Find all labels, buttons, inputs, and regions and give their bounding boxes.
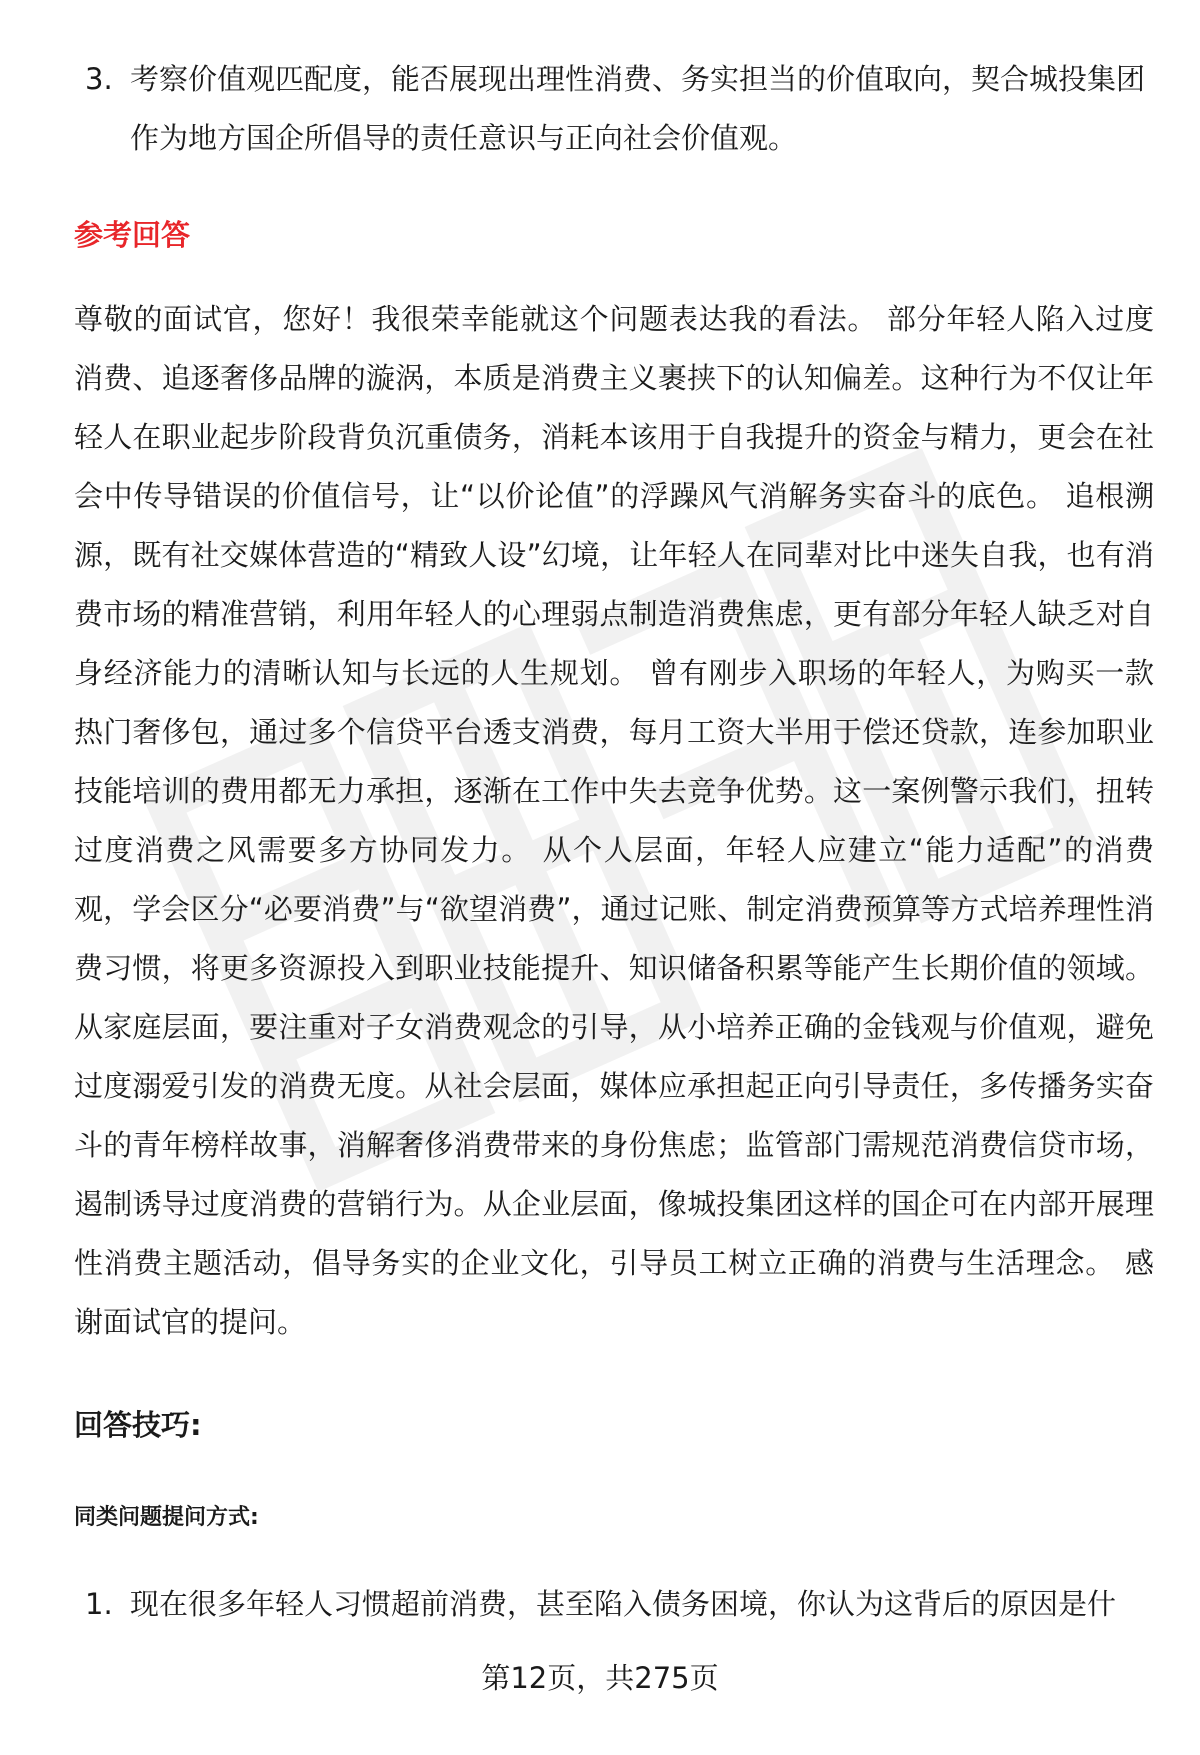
list-number: 3. <box>85 62 113 96</box>
list-text: 考察价值观匹配度，能否展现出理性消费、务实担当的价值取向，契合城投集团作为地方国企所倡导的责任意识与正向社会价值观。 <box>130 62 1146 155</box>
reference-answer-heading: 参考回答 <box>74 218 191 252</box>
page-footer: 第12页，共275页 <box>481 1661 719 1695</box>
list-number: 1. <box>85 1587 113 1621</box>
similar-questions-heading: 同类问题提问方式: <box>74 1505 259 1530</box>
list-text: 现在很多年轻人习惯超前消费，甚至陷入债务困境，你认为这背后的原因是什 <box>130 1587 1117 1621</box>
answer-paragraph: 尊敬的面试官，您好！我很荣幸能就这个问题表达我的看法。 部分年轻人陷入过度消费、追逐奢侈品牌的漩涡，本质是消费主义裹挟下的认知偏差。这种行为不仅让年轻人在职业起步阶段背负沉重债务，消耗本该用于自我提升的资金与精力，更会在社会中传导错误的价值信号，让“以价论值”的浮躁风气消解务实奋斗的底色。 追根溯源，既有社交媒体营造的“精致人设”幻境，让年轻人在同辈对比中迷失自我，也有消费市场的精准营销，利用年轻人的心理弱点制造消费焦虑，更有部分年轻人缺乏对自身经济能力的清晰认知与长远的人生规划。 曾有刚步入职场的年轻人，为购买一款热门奢侈包，通过多个信贷平台透支消费，每月工资大半用于偿还贷款，连参加职业技能培训的费用都无力承担，逐渐在工作中失去竞争优势。这一案例警示我们，扭转过度消费之风需要多方协同发力。 从个人层面，年轻人应建立“能力适配”的消费观，学会区分“必要消费”与“欲望消费”，通过记账、制定消费预算等方式培养理性消费习惯，将更多资源投入到职业技能提升、知识储备积累等能产生长期价值的领域。从家庭层面，要注重对子女消费观念的引导，从小培养正确的金钱观与价值观，避免过度溺爱引发的消费无度。从社会层面，媒体应承担起正向引导责任，多传播务实奋斗的青年榜样故事，消解奢侈消费带来的身份焦虑；监管部门需规范消费信贷市场，遏制诱导过度消费的营销行为。从企业层面，像城投集团这样的国企可在内部开展理性消费主题活动，倡导务实的企业文化，引导员工树立正确的消费与生活理念。 感谢面试官的提问。 <box>74 302 1154 1339</box>
answer-tips-heading: 回答技巧: <box>74 1408 202 1442</box>
list-item-3 <box>85 50 1155 168</box>
list-item-1 <box>85 1575 1155 1634</box>
